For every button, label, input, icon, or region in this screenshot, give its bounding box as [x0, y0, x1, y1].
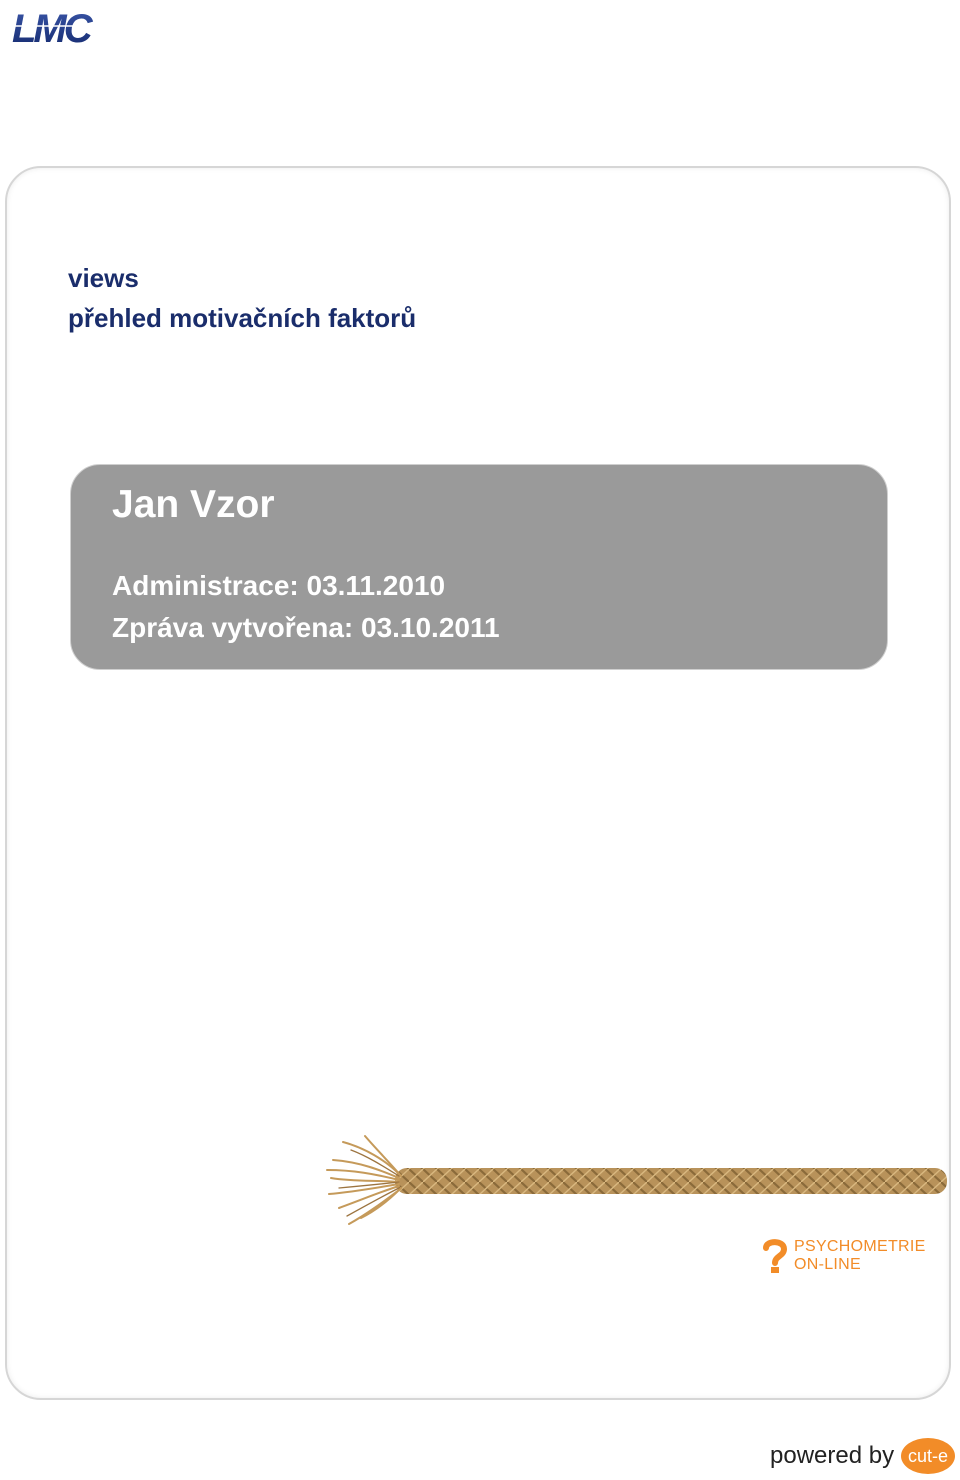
report-title — [68, 258, 416, 338]
administration-date: Administrace: 03.11.2010 — [112, 570, 446, 601]
candidate-name: Jan Vzor — [112, 483, 275, 526]
powered-by — [770, 1434, 958, 1478]
powered-by-label: powered by — [770, 1442, 895, 1469]
psychometrie-logo-text: PSYCHOMETRIE ON-LINE — [794, 1238, 926, 1273]
psychometrie-icon — [760, 1236, 790, 1276]
candidate-panel — [70, 464, 888, 670]
report-meta — [112, 565, 500, 649]
lmc-logo — [10, 6, 128, 48]
psychometrie-online-logo — [760, 1236, 932, 1280]
cut-e-logo — [900, 1434, 958, 1478]
svg-text:LMC: LMC — [12, 7, 90, 48]
svg-text:cut-e: cut-e — [908, 1446, 949, 1466]
report-title-subtitle: přehled motivačních faktorů — [68, 303, 417, 333]
report-title-product: views — [68, 263, 139, 293]
report-created-date: Zpráva vytvořena: 03.10.2011 — [112, 612, 500, 643]
rope-image — [325, 1130, 947, 1230]
